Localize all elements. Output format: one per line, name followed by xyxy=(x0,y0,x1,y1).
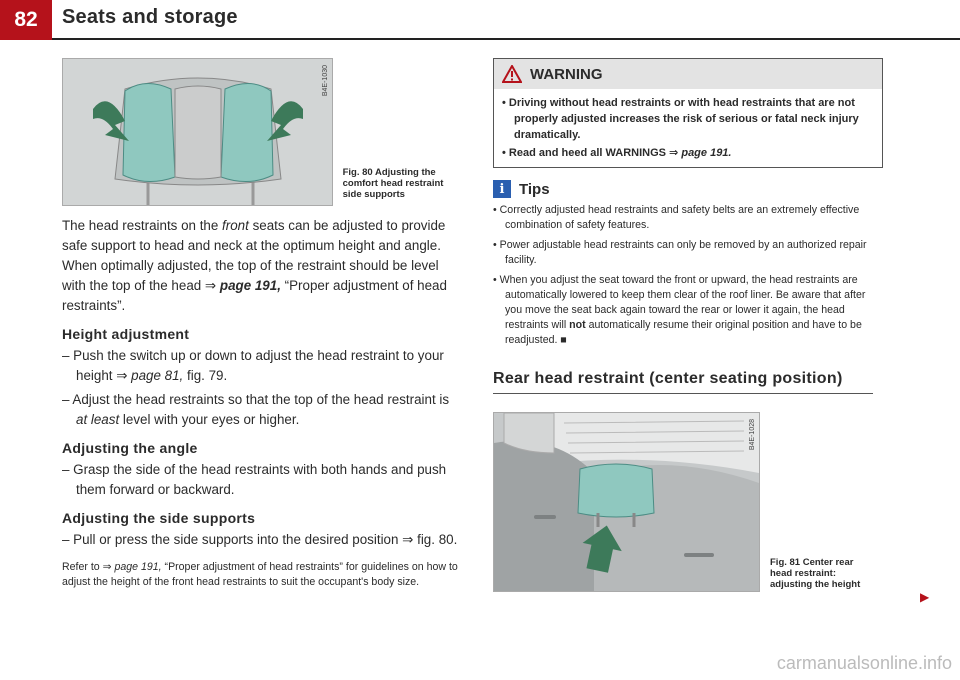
right-column xyxy=(493,58,883,592)
watermark: carmanualsonline.info xyxy=(776,653,952,673)
height-step-1 xyxy=(62,346,462,386)
warning-triangle-icon xyxy=(502,65,522,83)
figure-80-code: B4E-1030 xyxy=(321,65,329,97)
figure-81-text: Center rear head restraint: adjusting the height xyxy=(770,557,861,590)
figure-80-caption xyxy=(333,167,462,206)
figure-81-image xyxy=(493,412,760,592)
height-step-2-emphasis: at least xyxy=(76,412,120,427)
tip-3-tail: automatically resume their original position and have to be readjusted. ■ xyxy=(505,319,862,346)
tip-2-text: Power adjustable head restraints can only be removed by an authorized repair facility. xyxy=(499,239,867,266)
warning-box xyxy=(493,58,883,168)
side-heading: Adjusting the side supports xyxy=(62,510,256,526)
intro-paragraph xyxy=(62,216,462,316)
figure-81-caption xyxy=(760,557,870,592)
figure-81-code: B4E-1028 xyxy=(749,419,756,451)
tip-2: • Power adjustable head restraints can only be removed by an authorized repair facility. xyxy=(493,239,867,266)
figure-80-text: Adjusting the comfort head restraint side supports xyxy=(342,167,444,200)
note-text-2: “Proper adjustment of head restraints” for guidelines on how to adjust the height of the front head restraints to suit the occupant's body size. xyxy=(62,561,458,588)
left-column xyxy=(62,58,462,590)
rear-restraint-heading: Rear head restraint (center seating position) xyxy=(493,370,843,387)
warning-bullet-1: • Driving without head restraints or with head restraints that are not properly adjusted increases the risk of serious or fatal neck injury dramatically. xyxy=(502,97,859,141)
tip-3: • When you adjust the seat toward the front or upward, the head restraints are automatically lowered to keep them clear of the roof liner. Be aware that after you move the seat back again toward the rear or lower it again, the head restraints will not automatically resume their original position and have to be readjusted. ■ xyxy=(493,274,866,346)
height-step-2-tail: level with your eyes or higher. xyxy=(119,412,300,427)
height-step-2 xyxy=(62,390,462,430)
warning-bullet-1-text: Driving without head restraints or with head restraints that are not properly adjusted increases the risk of serious or fatal neck injury dramatically. xyxy=(508,97,859,141)
intro-text-1: The head restraints on the xyxy=(62,218,223,233)
note-text-1: Refer to ⇒ xyxy=(62,561,115,573)
warning-bullet-2-text: Read and heed all WARNINGS ⇒ xyxy=(508,147,682,159)
page-number: 82 xyxy=(0,0,52,40)
height-step-1-tail: fig. 79. xyxy=(183,368,228,383)
intro-emphasis: front xyxy=(222,218,249,233)
tip-3-text: When you adjust the seat toward the front or upward, the head restraints are automatically lowered to keep them clear of the roof liner. Be aware that after you move the seat back again toward the rear or lower it again, the head restraints will xyxy=(499,274,866,331)
intro-text-2: seats can be adjusted to provide safe support to head and neck at the optimum height and angle. When optimally adjusted, the top of the restraint should be level with the top of the head ⇒ xyxy=(62,218,446,293)
height-heading: Height adjustment xyxy=(62,326,190,342)
header-rule xyxy=(52,38,960,40)
info-icon: i xyxy=(493,180,511,198)
angle-step-1: – Grasp the side of the head restraints with both hands and push them forward or backward. xyxy=(62,462,447,497)
warning-header xyxy=(494,59,882,89)
note-paragraph xyxy=(62,560,462,590)
angle-heading: Adjusting the angle xyxy=(62,440,198,456)
figure-80-image xyxy=(62,58,333,206)
rear-heading-rule xyxy=(493,393,873,394)
figure-81-row xyxy=(493,412,883,592)
next-page-arrow-icon[interactable]: ▶ xyxy=(920,590,930,604)
figure-80-label: Fig. 80 xyxy=(342,167,373,178)
warning-page-link[interactable]: page 191. xyxy=(681,147,732,159)
height-step-2-text: – Adjust the head restraints so that the top of the head restraint is xyxy=(62,392,450,407)
figure-81-label: Fig. 81 xyxy=(770,557,801,568)
warning-title: WARNING xyxy=(530,65,603,83)
rear-center-headrest-illustration xyxy=(494,413,759,591)
intro-page-link[interactable]: page 191, xyxy=(219,278,281,293)
tips-title: Tips xyxy=(519,180,550,198)
headrest-side-supports-illustration xyxy=(63,59,333,205)
intro-text-3: “Proper adjustment of head restraints”. xyxy=(62,278,447,313)
tip-1: • Correctly adjusted head restraints and safety belts are an extremely effective combination of safety features. xyxy=(493,204,860,231)
section-title: Seats and storage xyxy=(62,6,238,28)
tip-1-text: Correctly adjusted head restraints and safety belts are an extremely effective combination of safety features. xyxy=(499,204,860,231)
height-step-1-link[interactable]: page 81, xyxy=(131,368,184,383)
figure-80-row xyxy=(62,58,462,206)
tip-3-emphasis: not xyxy=(569,319,586,331)
height-step-1-text: – Push the switch up or down to adjust the head restraint to your height ⇒ xyxy=(62,348,444,383)
note-page-link[interactable]: page 191, xyxy=(114,561,162,573)
tips-header xyxy=(493,180,883,198)
side-step-1: – Pull or press the side supports into the desired position ⇒ fig. 80. xyxy=(62,532,458,547)
warning-bullet-2: • Read and heed all WARNINGS ⇒ page 191. xyxy=(502,147,732,159)
warning-body xyxy=(494,89,882,167)
